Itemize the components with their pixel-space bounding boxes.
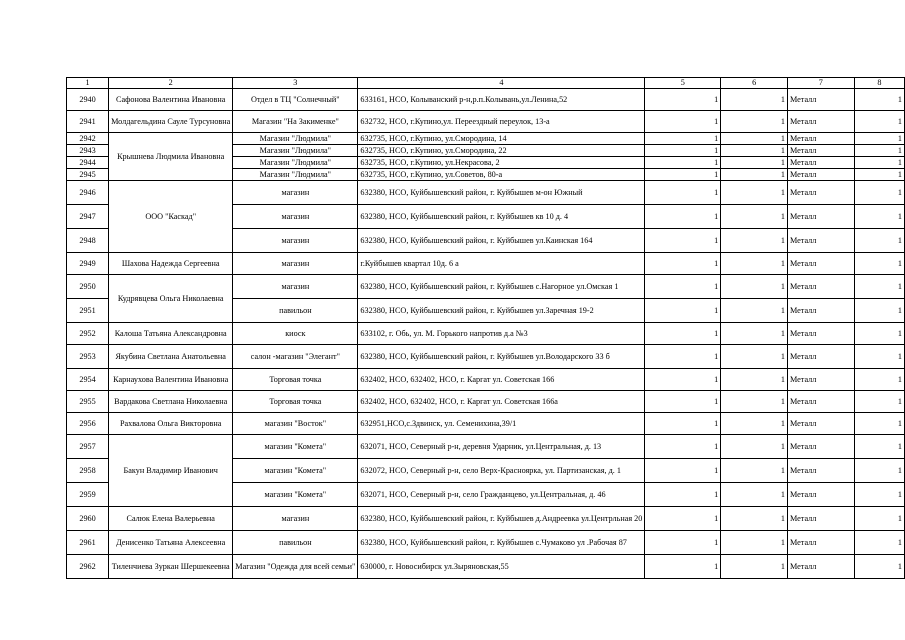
row-number: 2943 — [67, 145, 109, 157]
material: Металл — [787, 555, 854, 579]
quantity-col6: 1 — [721, 253, 788, 275]
quantity-col6: 1 — [721, 483, 788, 507]
quantity-col6: 1 — [721, 229, 788, 253]
object-type: Торговая точка — [233, 391, 358, 413]
quantity-col5: 1 — [645, 459, 721, 483]
quantity-col8: 1 — [854, 111, 904, 133]
address: 632380, НСО, Куйбышевский район, г. Куйбышев ул.Володарского 33 б — [358, 345, 645, 369]
address: 632402, НСО, 632402, НСО, г. Каргат ул. Советская 166а — [358, 391, 645, 413]
material: Металл — [787, 391, 854, 413]
quantity-col5: 1 — [645, 229, 721, 253]
table-row — [67, 531, 905, 555]
address: 632735, НСО, г.Купино, ул.Некрасова, 2 — [358, 157, 645, 169]
quantity-col8: 1 — [854, 483, 904, 507]
table-row — [67, 275, 905, 299]
address: 632380, НСО, Куйбышевский район, г. Куйбышев с.Нагорное ул.Омская 1 — [358, 275, 645, 299]
table-row — [67, 507, 905, 531]
owner-name: Сафонова Валентина Ивановна — [109, 89, 233, 111]
quantity-col8: 1 — [854, 169, 904, 181]
quantity-col6: 1 — [721, 145, 788, 157]
quantity-col8: 1 — [854, 157, 904, 169]
material: Металл — [787, 369, 854, 391]
quantity-col6: 1 — [721, 133, 788, 145]
quantity-col5: 1 — [645, 111, 721, 133]
address: 632402, НСО, 632402, НСО, г. Каргат ул. Советская 166 — [358, 369, 645, 391]
row-number: 2942 — [67, 133, 109, 145]
row-number: 2960 — [67, 507, 109, 531]
table-row — [67, 253, 905, 275]
object-type: магазин — [233, 507, 358, 531]
quantity-col6: 1 — [721, 435, 788, 459]
row-number: 2957 — [67, 435, 109, 459]
owner-name: Шахова Надежда Сергеевна — [109, 253, 233, 275]
quantity-col6: 1 — [721, 111, 788, 133]
material: Металл — [787, 483, 854, 507]
material: Металл — [787, 205, 854, 229]
row-number: 2944 — [67, 157, 109, 169]
owner-name: Крышнева Людмила Ивановна — [109, 133, 233, 181]
header-row — [67, 78, 905, 89]
quantity-col8: 1 — [854, 323, 904, 345]
address: 632380, НСО, Куйбышевский район, г. Куйбышев кв 10 д. 4 — [358, 205, 645, 229]
quantity-col6: 1 — [721, 169, 788, 181]
owner-name: Кудрявцева Ольга Николаевна — [109, 275, 233, 323]
table-row — [67, 345, 905, 369]
object-type: Магазин "Одежда для всей семьи" — [233, 555, 358, 579]
table-row — [67, 391, 905, 413]
quantity-col6: 1 — [721, 275, 788, 299]
material: Металл — [787, 111, 854, 133]
column-header: 8 — [854, 78, 904, 89]
quantity-col5: 1 — [645, 507, 721, 531]
quantity-col8: 1 — [854, 253, 904, 275]
row-number: 2954 — [67, 369, 109, 391]
material: Металл — [787, 507, 854, 531]
object-type: магазин — [233, 181, 358, 205]
object-type: магазин — [233, 275, 358, 299]
object-type: магазин "Восток" — [233, 413, 358, 435]
quantity-col8: 1 — [854, 413, 904, 435]
material: Металл — [787, 89, 854, 111]
quantity-col8: 1 — [854, 345, 904, 369]
row-number: 2945 — [67, 169, 109, 181]
quantity-col8: 1 — [854, 391, 904, 413]
owner-name: Карнаухова Валентина Ивановна — [109, 369, 233, 391]
owner-name: Вардакова Светлана Николаевна — [109, 391, 233, 413]
owner-name: Молдагельдина Сауле Турсуновна — [109, 111, 233, 133]
quantity-col8: 1 — [854, 229, 904, 253]
table-row — [67, 369, 905, 391]
table-row — [67, 413, 905, 435]
column-header: 5 — [645, 78, 721, 89]
quantity-col8: 1 — [854, 531, 904, 555]
material: Металл — [787, 253, 854, 275]
quantity-col8: 1 — [854, 459, 904, 483]
column-header: 2 — [109, 78, 233, 89]
address: 632380, НСО, Куйбышевский район, г. Куйбышев м-он Южный — [358, 181, 645, 205]
quantity-col6: 1 — [721, 89, 788, 111]
address: 632380, НСО, Куйбышевский район, г. Куйбышев д.Андреевка ул.Центрльная 20 — [358, 507, 645, 531]
quantity-col5: 1 — [645, 275, 721, 299]
table-row — [67, 323, 905, 345]
material: Металл — [787, 169, 854, 181]
row-number: 2941 — [67, 111, 109, 133]
row-number: 2955 — [67, 391, 109, 413]
object-type: магазин — [233, 253, 358, 275]
quantity-col6: 1 — [721, 323, 788, 345]
object-type: магазин — [233, 205, 358, 229]
quantity-col8: 1 — [854, 89, 904, 111]
quantity-col8: 1 — [854, 275, 904, 299]
row-number: 2951 — [67, 299, 109, 323]
row-number: 2962 — [67, 555, 109, 579]
material: Металл — [787, 133, 854, 145]
address: 632735, НСО, г.Купино, ул.Смородина, 14 — [358, 133, 645, 145]
address: 632732, НСО, г.Купино,ул. Переездный переулок, 13-а — [358, 111, 645, 133]
address: 632951,НСО,с.Здвинск, ул. Семенихина,39/1 — [358, 413, 645, 435]
address: 632071, НСО, Северный р-н, село Гражданцево, ул.Центральная, д. 46 — [358, 483, 645, 507]
quantity-col5: 1 — [645, 89, 721, 111]
row-number: 2947 — [67, 205, 109, 229]
address: 632735, НСО, г.Купино, ул.Советов, 80-а — [358, 169, 645, 181]
material: Металл — [787, 323, 854, 345]
row-number: 2959 — [67, 483, 109, 507]
owner-name: Калоша Татьяна Александровна — [109, 323, 233, 345]
table-row — [67, 555, 905, 579]
address: 632071, НСО, Северный р-н, деревня Ударник, ул.Центральная, д. 13 — [358, 435, 645, 459]
quantity-col6: 1 — [721, 391, 788, 413]
row-number: 2952 — [67, 323, 109, 345]
quantity-col5: 1 — [645, 323, 721, 345]
object-type: салон -магазин "Элегант" — [233, 345, 358, 369]
quantity-col8: 1 — [854, 133, 904, 145]
quantity-col5: 1 — [645, 483, 721, 507]
row-number: 2949 — [67, 253, 109, 275]
material: Металл — [787, 459, 854, 483]
quantity-col5: 1 — [645, 157, 721, 169]
quantity-col8: 1 — [854, 205, 904, 229]
registry-table — [66, 77, 905, 579]
quantity-col8: 1 — [854, 369, 904, 391]
address: 633102, г. Обь, ул. М. Горького напротив д.а №3 — [358, 323, 645, 345]
material: Металл — [787, 531, 854, 555]
object-type: павильон — [233, 531, 358, 555]
object-type: магазин "Комета" — [233, 483, 358, 507]
object-type: киоск — [233, 323, 358, 345]
quantity-col8: 1 — [854, 299, 904, 323]
row-number: 2958 — [67, 459, 109, 483]
quantity-col6: 1 — [721, 507, 788, 531]
address: 632380, НСО, Куйбышевский район, г. Куйбышев с.Чумаково ул .Рабочая 87 — [358, 531, 645, 555]
quantity-col8: 1 — [854, 507, 904, 531]
object-type: Отдел в ТЦ "Солнечный" — [233, 89, 358, 111]
quantity-col6: 1 — [721, 181, 788, 205]
table-row — [67, 111, 905, 133]
owner-name: Рахвалова Ольга Викторовна — [109, 413, 233, 435]
object-type: магазин "Комета" — [233, 435, 358, 459]
owner-name: Бакун Владимир Иванович — [109, 435, 233, 507]
material: Металл — [787, 435, 854, 459]
material: Металл — [787, 157, 854, 169]
owner-name: Якубина Светлана Анатольевна — [109, 345, 233, 369]
quantity-col5: 1 — [645, 299, 721, 323]
object-type: Магазин "Людмила" — [233, 133, 358, 145]
quantity-col5: 1 — [645, 369, 721, 391]
quantity-col6: 1 — [721, 299, 788, 323]
column-header: 3 — [233, 78, 358, 89]
material: Металл — [787, 145, 854, 157]
owner-name: Денисенко Татьяна Алексеевна — [109, 531, 233, 555]
quantity-col5: 1 — [645, 413, 721, 435]
owner-name: Салюк Елена Валерьевна — [109, 507, 233, 531]
object-type: Торговая точка — [233, 369, 358, 391]
quantity-col6: 1 — [721, 157, 788, 169]
quantity-col8: 1 — [854, 435, 904, 459]
quantity-col6: 1 — [721, 459, 788, 483]
quantity-col5: 1 — [645, 391, 721, 413]
address: 632380, НСО, Куйбышевский район, г. Куйбышев ул.Каинская 164 — [358, 229, 645, 253]
quantity-col5: 1 — [645, 181, 721, 205]
row-number: 2948 — [67, 229, 109, 253]
address: 632380, НСО, Куйбышевский район, г. Куйбышев ул.Заречная 19-2 — [358, 299, 645, 323]
material: Металл — [787, 413, 854, 435]
material: Металл — [787, 275, 854, 299]
object-type: магазин "Комета" — [233, 459, 358, 483]
table-row — [67, 181, 905, 205]
object-type: павильон — [233, 299, 358, 323]
table-row — [67, 89, 905, 111]
column-header: 4 — [358, 78, 645, 89]
object-type: Магазин "Людмила" — [233, 157, 358, 169]
row-number: 2956 — [67, 413, 109, 435]
table-row — [67, 133, 905, 145]
quantity-col6: 1 — [721, 345, 788, 369]
address: 632072, НСО, Северный р-н, село Верх-Красноярка, ул. Партизанская, д. 1 — [358, 459, 645, 483]
quantity-col5: 1 — [645, 435, 721, 459]
quantity-col5: 1 — [645, 169, 721, 181]
column-header: 6 — [721, 78, 788, 89]
quantity-col5: 1 — [645, 345, 721, 369]
column-header: 7 — [787, 78, 854, 89]
address: 632735, НСО, г.Купино, ул.Смородина, 22 — [358, 145, 645, 157]
owner-name: ООО "Каскад" — [109, 181, 233, 253]
quantity-col6: 1 — [721, 369, 788, 391]
owner-name: Тиленчиева Зуркан Шершекеевна — [109, 555, 233, 579]
object-type: магазин — [233, 229, 358, 253]
address: 633161, НСО, Колыванский р-н,р.п.Колывань,ул.Ленина,52 — [358, 89, 645, 111]
quantity-col5: 1 — [645, 205, 721, 229]
row-number: 2940 — [67, 89, 109, 111]
quantity-col5: 1 — [645, 145, 721, 157]
address: 630000, г. Новосибирск ул.Зыряновская,55 — [358, 555, 645, 579]
row-number: 2961 — [67, 531, 109, 555]
quantity-col8: 1 — [854, 145, 904, 157]
material: Металл — [787, 345, 854, 369]
quantity-col5: 1 — [645, 555, 721, 579]
quantity-col5: 1 — [645, 253, 721, 275]
address: г.Куйбышев квартал 10д. 6 а — [358, 253, 645, 275]
quantity-col6: 1 — [721, 205, 788, 229]
quantity-col5: 1 — [645, 531, 721, 555]
quantity-col6: 1 — [721, 555, 788, 579]
row-number: 2946 — [67, 181, 109, 205]
table-row — [67, 435, 905, 459]
quantity-col6: 1 — [721, 413, 788, 435]
quantity-col6: 1 — [721, 531, 788, 555]
material: Металл — [787, 181, 854, 205]
row-number: 2953 — [67, 345, 109, 369]
material: Металл — [787, 229, 854, 253]
material: Металл — [787, 299, 854, 323]
column-header: 1 — [67, 78, 109, 89]
row-number: 2950 — [67, 275, 109, 299]
object-type: Магазин "На Закименке" — [233, 111, 358, 133]
quantity-col8: 1 — [854, 181, 904, 205]
quantity-col5: 1 — [645, 133, 721, 145]
quantity-col8: 1 — [854, 555, 904, 579]
object-type: Магазин "Людмила" — [233, 145, 358, 157]
object-type: Магазин "Людмила" — [233, 169, 358, 181]
